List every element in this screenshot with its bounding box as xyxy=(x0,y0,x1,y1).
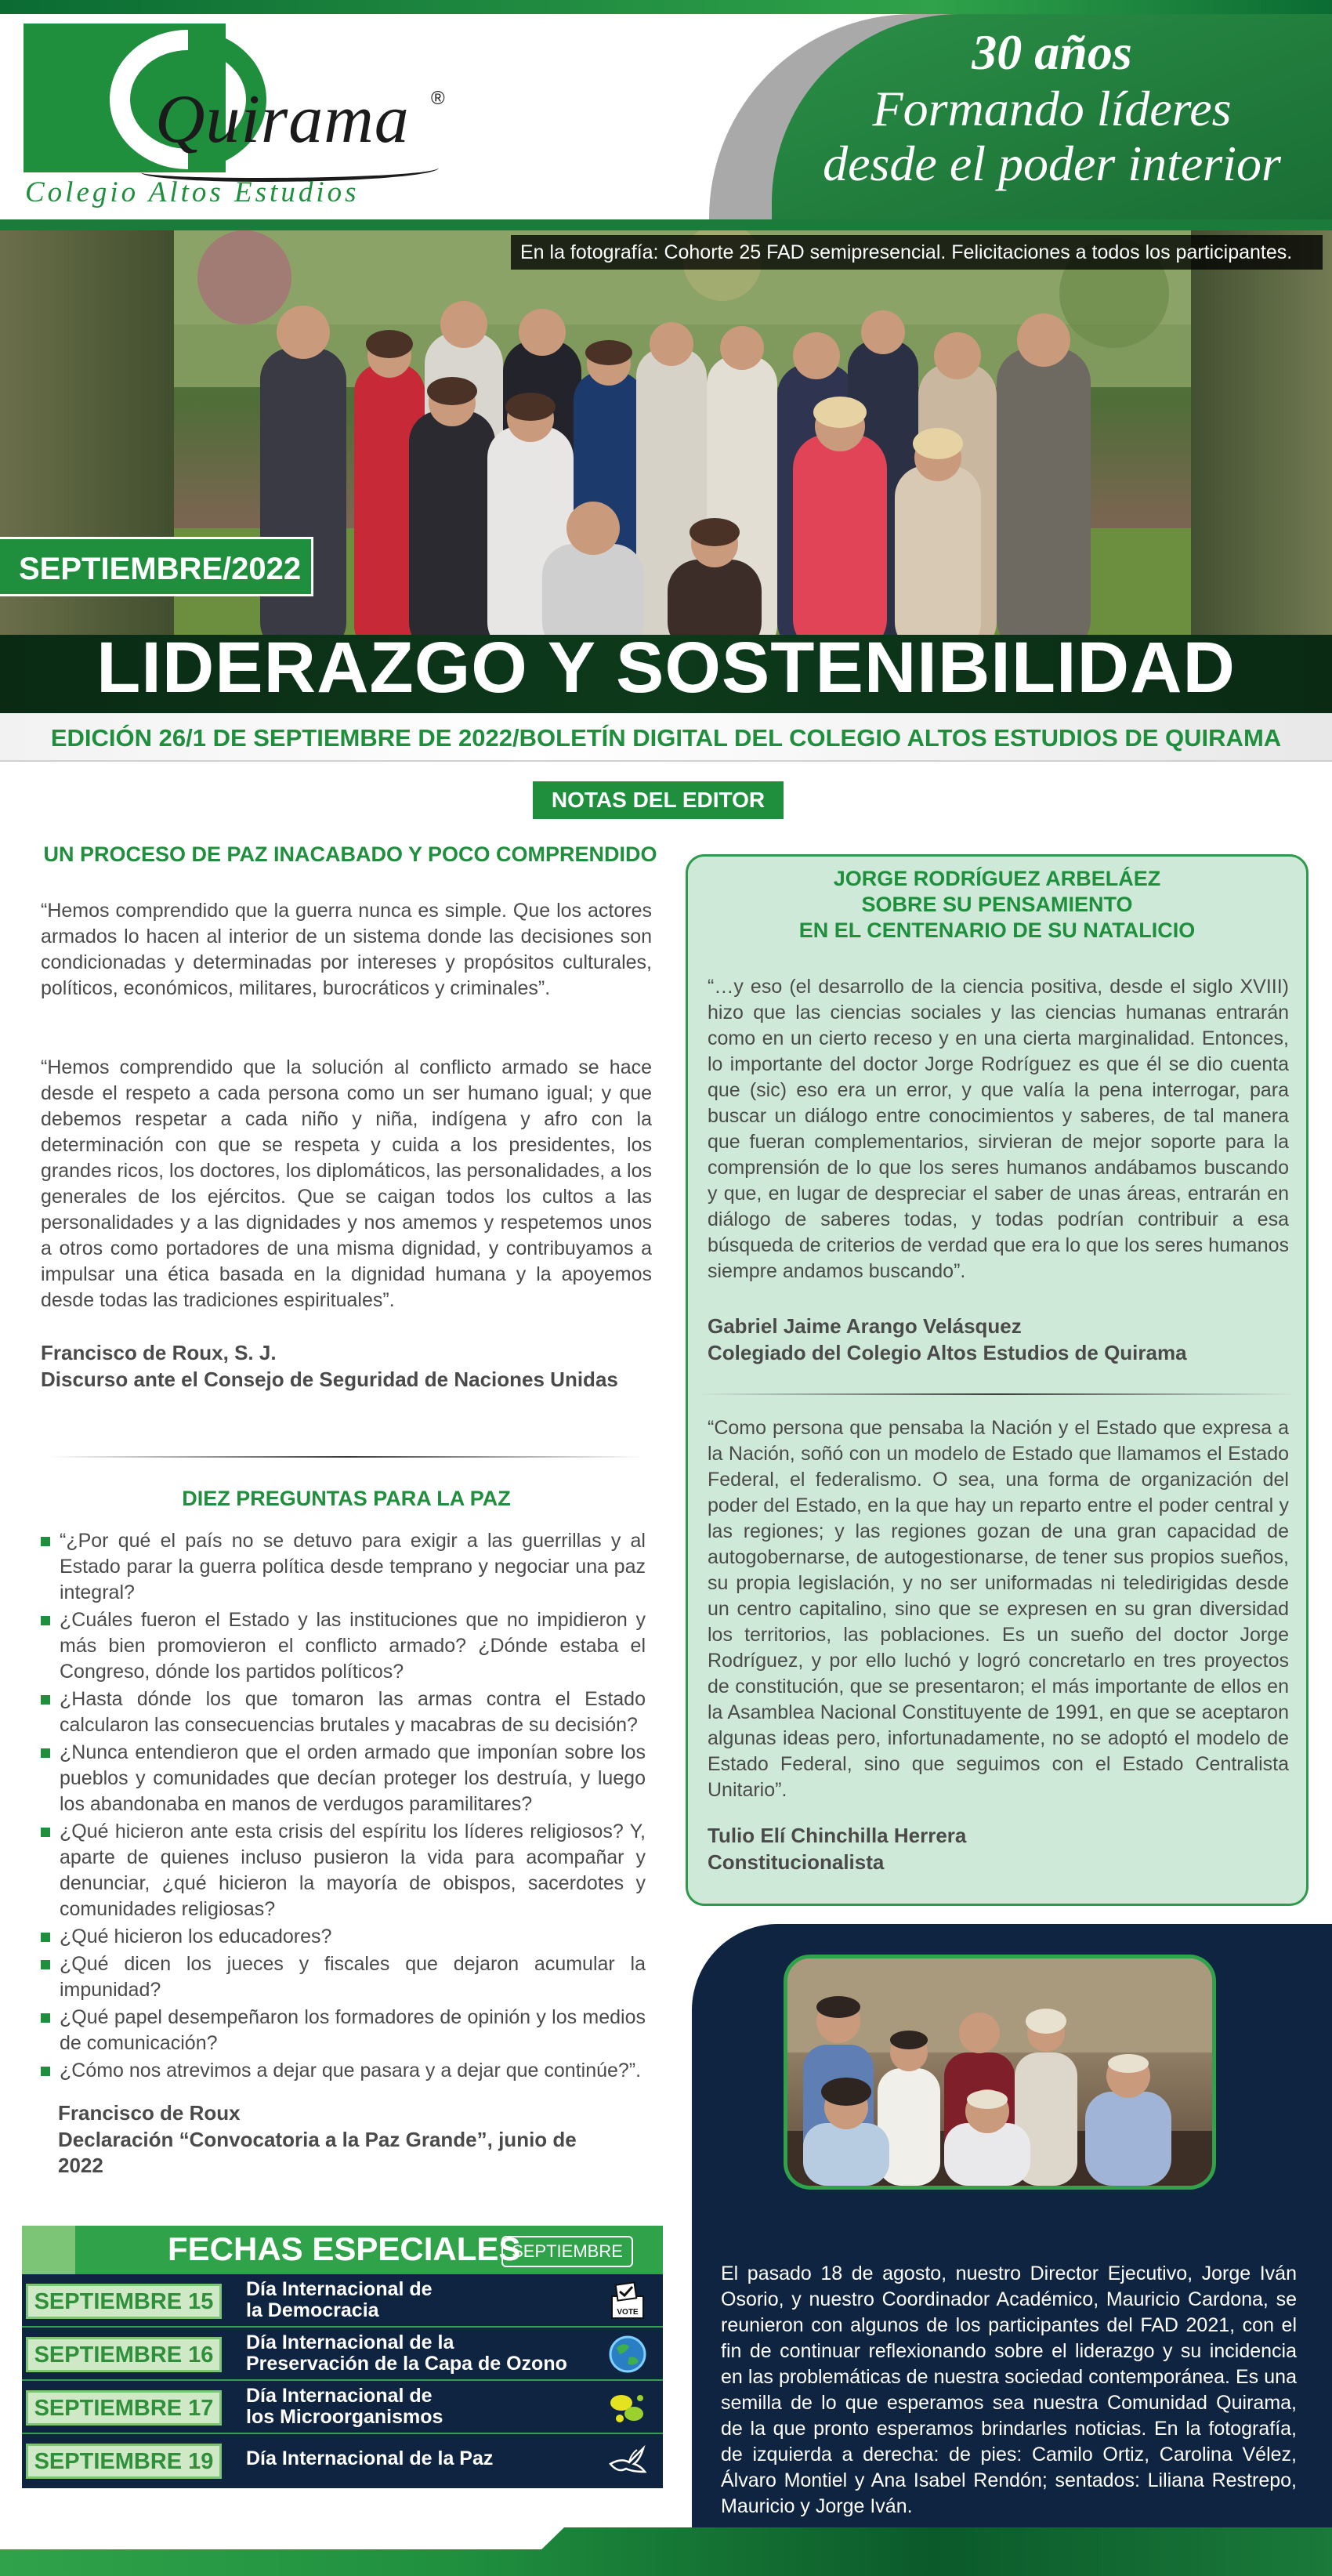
green-strip xyxy=(0,219,1332,230)
list-item: ¿Cómo nos atrevimos a dejar que pasara y a dejar que continúe?”. xyxy=(41,2058,646,2084)
news-photo-illustration xyxy=(787,1958,1212,2186)
header-stripe xyxy=(22,2226,75,2274)
microorganism-icon xyxy=(606,2387,650,2428)
section-label-editor-notes: NOTAS DEL EDITOR xyxy=(533,781,784,819)
logo-wordmark: Quirama xyxy=(155,82,410,158)
dove-icon xyxy=(606,2440,650,2481)
questions-list xyxy=(41,1528,646,2085)
centenary-author-2-role: Constitucionalista xyxy=(708,1850,885,1874)
slogan xyxy=(772,24,1332,191)
description-line-2: los Microorganismos xyxy=(246,2406,443,2428)
main-title: LIDERAZGO Y SOSTENIBILIDAD xyxy=(96,628,1236,708)
special-dates-title: FECHAS ESPECIALES xyxy=(168,2230,521,2267)
centenary-title-line-1: JORGE RODRÍGUEZ ARBELÁEZ xyxy=(833,867,1161,890)
centenary-quote-2: “Como persona que pensaba la Nación y el Estado que expresa a la Nación, soñó con un modelo de Estado que llamamos el Estado Federal, el federalismo. O sea, una forma de organización del poder del Estado, en la que hay un reparto entre el poder central y las regiones; y las regiones gozan de una gran capacidad de autogobernarse, de autogestionarse, de tener sus propios sueños, su propia legislación, y no ser uniformadas ni teledirigidas desde un centro capitalino, sino que se expresen en su gran diversidad los territorios, las poblaciones. Es un sueño del doctor Jorge Rodríguez, y por ello luchó y logró concretarlo en tres proyectos de constitución, que se presentaron; el más importante de ellos en la Asamblea Nacional Constituyente de 1991, en que se aceptaron algunas ideas pero, infortunadamente, no se adoptó el modelo de Estado Federal, sino que seguimos con el Estado Centralista Unitario”. xyxy=(708,1417,1289,1801)
description-line-1: Día Internacional de xyxy=(246,2278,433,2300)
special-date-row xyxy=(22,2329,663,2378)
issue-date-badge: SEPTIEMBRE/2022 xyxy=(0,537,313,596)
special-date-label: SEPTIEMBRE 19 xyxy=(26,2444,222,2479)
special-date-row xyxy=(22,2382,663,2431)
top-accent-bar xyxy=(0,0,1332,14)
group-photo-illustration xyxy=(174,230,1191,654)
description-line-2: Preservación de la Capa de Ozono xyxy=(246,2353,567,2375)
article-heading-ten-questions: DIEZ PREGUNTAS PARA LA PAZ xyxy=(182,1487,511,1510)
special-date-label: SEPTIEMBRE 15 xyxy=(26,2284,222,2319)
special-dates-panel xyxy=(22,2226,663,2488)
centenary-author-1-name: Gabriel Jaime Arango Velásquez xyxy=(708,1314,1022,1338)
news-text: El pasado 18 de agosto, nuestro Director Ejecutivo, Jorge Iván Osorio, y nuestro Coordinador Académico, Mauricio Cardona, se reunieron con algunos de los participantes del FAD 2021, con el fin de continuar reflexionando sobre el liderazgo y su incidencia en las problemáticas de nuestra sociedad contemporánea. Es una semilla de lo que esperamos sea nuestra Comunidad Quirama, de la que pronto esperamos brindarles noticias. En la fotografía, de izquierda a derecha: de pies: Camilo Ortiz, Carolina Vélez, Álvaro Montiel y Ana Isabel Rendón; sentados: Liliana Restrepo, Mauricio y Jorge Iván. xyxy=(721,2263,1297,2517)
logo-registered-mark: ® xyxy=(431,88,445,109)
list-item: ¿Qué dicen los jueces y fiscales que dejaron acumular la impunidad? xyxy=(41,1951,646,2003)
special-date-description xyxy=(246,2386,591,2428)
list-item: ¿Qué hicieron los educadores? xyxy=(41,1924,646,1950)
slogan-line-1: 30 años xyxy=(972,24,1132,80)
list-item: ¿Qué papel desempeñaron los formadores de opinión y los medios de comunicación? xyxy=(41,2005,646,2056)
article-paragraph-1: “Hemos comprendido que la guerra nunca es simple. Que los actores armados lo hacen al interior de un sistema donde las decisiones son condicionadas y determinadas por intereses y propósitos culturales, políticos, económicos, militares, burocráticos y criminales”. xyxy=(41,900,652,999)
author-1-role: Discurso ante el Consejo de Seguridad de Naciones Unidas xyxy=(41,1368,618,1391)
special-dates-header xyxy=(22,2226,663,2274)
list-item: ¿Hasta dónde los que tomaron las armas contra el Estado calcularon las consecuencias brutales y macabras de su decisión? xyxy=(41,1687,646,1738)
logo-subtitle: Colegio Altos Estudios xyxy=(25,176,360,208)
centenary-title-line-2: SOBRE SU PENSAMIENTO xyxy=(861,893,1133,916)
photo-caption: En la fotografía: Cohorte 25 FAD semipresencial. Felicitaciones a todos los participantes. xyxy=(511,235,1323,270)
list-item: ¿Nunca entendieron que el orden armado que imponían sobre los pueblos y comunidades que decían proteger los destruía, y luego los abandonaba en manos de verdugos paramilitares? xyxy=(41,1740,646,1817)
centenary-quote-1: “…y eso (el desarrollo de la ciencia positiva, desde el siglo XVIII) hizo que las ciencias sociales y las ciencias humanas entrarán como en un cierto receso y en una cierta marginalidad. Entonces, lo importante del doctor Jorge Rodríguez es que él se dio cuenta que (sic) eso era un error, y que valía la pena interrogar, para buscar un diálogo entre conocimientos y saberes, de tal manera que fueran complementarios, sirvieran de mejor soporte para la comprensión de lo que los seres humanos andábamos buscando y que, en lugar de despreciar el saber de unas áreas, entrarán en diálogo de saberes todas, y todas podrían contribuir a esa búsqueda de criterios de verdad que era lo que los seres humanos siempre andamos buscando”. xyxy=(708,976,1289,1282)
row-separator xyxy=(22,2326,663,2328)
centenary-title-line-3: EN EL CENTENARIO DE SU NATALICIO xyxy=(798,918,1196,942)
description-line-1: Día Internacional de la xyxy=(246,2331,454,2353)
special-date-row xyxy=(22,2276,663,2324)
special-date-label: SEPTIEMBRE 16 xyxy=(26,2337,222,2372)
centenary-divider xyxy=(697,1393,1297,1395)
centenary-author-1-role: Colegiado del Colegio Altos Estudios de Quirama xyxy=(708,1341,1187,1364)
slogan-line-3: desde el poder interior xyxy=(823,136,1281,191)
list-item: ¿Cuáles fueron el Estado y las instituciones que no impidieron y más bien promovieron el conflicto armado? ¿Dónde estaba el Congreso, dónde los partidos políticos? xyxy=(41,1607,646,1685)
centenary-author-2-name: Tulio Elí Chinchilla Herrera xyxy=(708,1824,967,1847)
vote-icon xyxy=(606,2281,650,2321)
bottom-accent-bar xyxy=(0,2527,1332,2576)
section-divider xyxy=(49,1456,644,1458)
author-2-role: Declaración “Convocatoria a la Paz Grande”, junio de 2022 xyxy=(58,2128,577,2177)
author-2-name: Francisco de Roux xyxy=(58,2101,241,2125)
special-date-label: SEPTIEMBRE 17 xyxy=(26,2390,222,2426)
svg-text:VOTE: VOTE xyxy=(617,2308,639,2317)
globe-icon xyxy=(606,2334,650,2375)
logo xyxy=(24,24,445,180)
edition-line: EDICIÓN 26/1 DE SEPTIEMBRE DE 2022/BOLETÍN DIGITAL DEL COLEGIO ALTOS ESTUDIOS DE QUIRAMA xyxy=(50,724,1282,752)
list-item: “¿Por qué el país no se detuvo para exigir a las guerrillas y al Estado parar la guerra política desde temprano y negociar una paz integral? xyxy=(41,1528,646,1606)
centenary-box-title xyxy=(686,866,1308,944)
article-paragraph-2: “Hemos comprendido que la solución al conflicto armado se hace desde el respeto a cada persona como un ser humano igual; y que debemos respetar a cada niño y niña, indígena y afro con la determinación con que se respeta y cuida a los presidentes, los grandes ricos, los doctores, los diplomáticos, las personalidades, a los generales de los ejércitos. Que se caigan todos los cultos a las personalidades y a las dignidades y nos amemos y respetemos unos a otros como portadores de una misma dignidad, y contribuyamos a impulsar una ética basada en la dignidad humana y la apoyemos desde todas las tradiciones espirituales”. xyxy=(41,1056,652,1311)
special-date-row xyxy=(22,2436,663,2484)
group-photo xyxy=(174,230,1191,654)
month-tag: SEPTIEMBRE xyxy=(501,2236,633,2267)
description-line-2: la Democracia xyxy=(246,2299,379,2321)
cover-photo-band xyxy=(0,219,1332,713)
bottom-bar-notch xyxy=(0,2527,564,2549)
slogan-line-2: Formando líderes xyxy=(872,81,1232,136)
special-date-description xyxy=(246,2279,591,2321)
special-date-description xyxy=(246,2448,591,2469)
news-group-photo xyxy=(784,1955,1216,2190)
author-1-name: Francisco de Roux, S. J. xyxy=(41,1341,277,1364)
row-separator xyxy=(22,2379,663,2381)
list-item: ¿Qué hicieron ante esta crisis del espíritu los líderes religiosos? Y, aparte de quienes incluso pusieron la vida para acompañar y denunciar, ¿qué hicieron la mayoría de obispos, sacerdotes y comunidades religiosas? xyxy=(41,1819,646,1922)
description-line-1: Día Internacional de la Paz xyxy=(246,2447,494,2469)
special-date-description xyxy=(246,2332,591,2375)
description-line-1: Día Internacional de xyxy=(246,2385,433,2407)
article-heading-peace-process: UN PROCESO DE PAZ INACABADO Y POCO COMPRENDIDO xyxy=(43,842,657,866)
row-separator xyxy=(22,2433,663,2434)
